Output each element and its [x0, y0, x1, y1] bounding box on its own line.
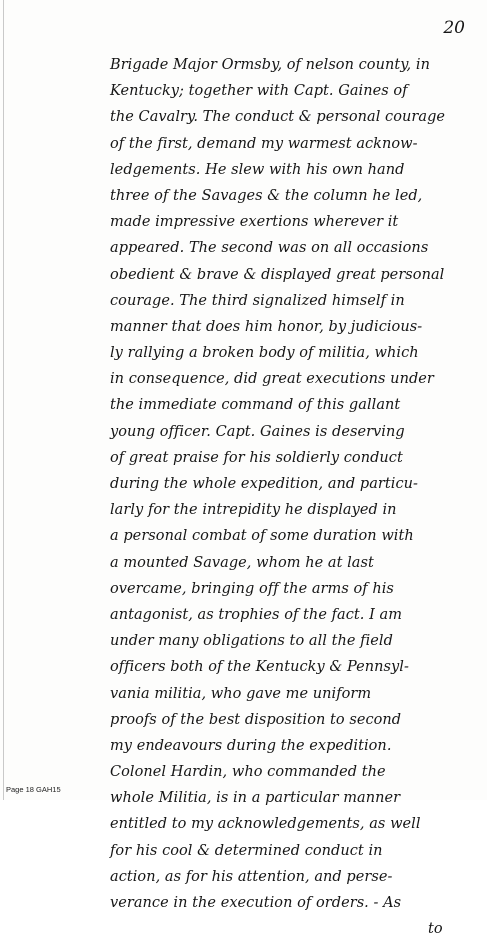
text-line: proofs of the best disposition to second	[110, 711, 402, 728]
text-line: a personal combat of some duration with	[110, 528, 414, 545]
text-line: antagonist, as trophies of the fact. I am	[110, 606, 403, 623]
text-line: made impressive exertions wherever it	[110, 214, 399, 231]
footer-label: Page 18 GAH15	[6, 785, 61, 794]
text-line: whole Militia, is in a particular manner	[110, 790, 401, 807]
text-line: larly for the intrepidity he displayed in	[110, 502, 397, 519]
text-line: young officer. Capt. Gaines is deserving	[110, 423, 405, 440]
text-line: entitled to my acknowledgements, as well	[110, 816, 421, 833]
text-line: ledgements. He slew with his own hand	[110, 161, 405, 178]
text-line: under many obligations to all the field	[110, 633, 393, 650]
catchword: to	[428, 921, 443, 938]
text-line: Brigade Major Ormsby, of nelson county, in	[110, 57, 430, 73]
text-line: of great praise for his soldierly conduct	[110, 449, 403, 466]
text-line: appeared. The second was on all occasions	[110, 240, 429, 257]
text-line: officers both of the Kentucky & Pennsyl-	[110, 659, 409, 676]
text-line: for his cool & determined conduct in	[110, 842, 383, 859]
text-line: manner that does him honor, by judicious-	[110, 318, 423, 335]
text-line: of the first, demand my warmest acknow-	[110, 135, 418, 152]
text-line: ly rallying a broken body of militia, which	[110, 345, 419, 362]
text-line: action, as for his attention, and perse-	[110, 868, 393, 885]
text-line: in consequence, did great executions under	[110, 371, 434, 388]
text-line: Colonel Hardin, who commanded the	[110, 764, 386, 781]
page-number: 20	[443, 18, 465, 38]
text-line: during the whole expedition, and particu-	[110, 476, 418, 492]
text-line: the Cavalry. The conduct & personal courage	[110, 109, 446, 126]
text-line: verance in the execution of orders. - As	[110, 895, 402, 911]
text-line: vania militia, who gave me uniform	[110, 685, 372, 702]
text-line: courage. The third signalized himself in	[110, 292, 405, 309]
handwritten-text-block	[110, 52, 478, 942]
text-line: a mounted Savage, whom he at last	[110, 554, 374, 571]
text-line: three of the Savages & the column he led,	[110, 187, 423, 204]
text-line: Kentucky; together with Capt. Gaines of	[110, 83, 408, 100]
text-line: overcame, bringing off the arms of his	[110, 580, 394, 597]
text-line: my endeavours during the expedition.	[110, 737, 392, 754]
text-line: obedient & brave & displayed great personal	[110, 266, 445, 283]
page-edge-line	[3, 0, 4, 800]
text-line: the immediate command of this gallant	[110, 397, 401, 414]
